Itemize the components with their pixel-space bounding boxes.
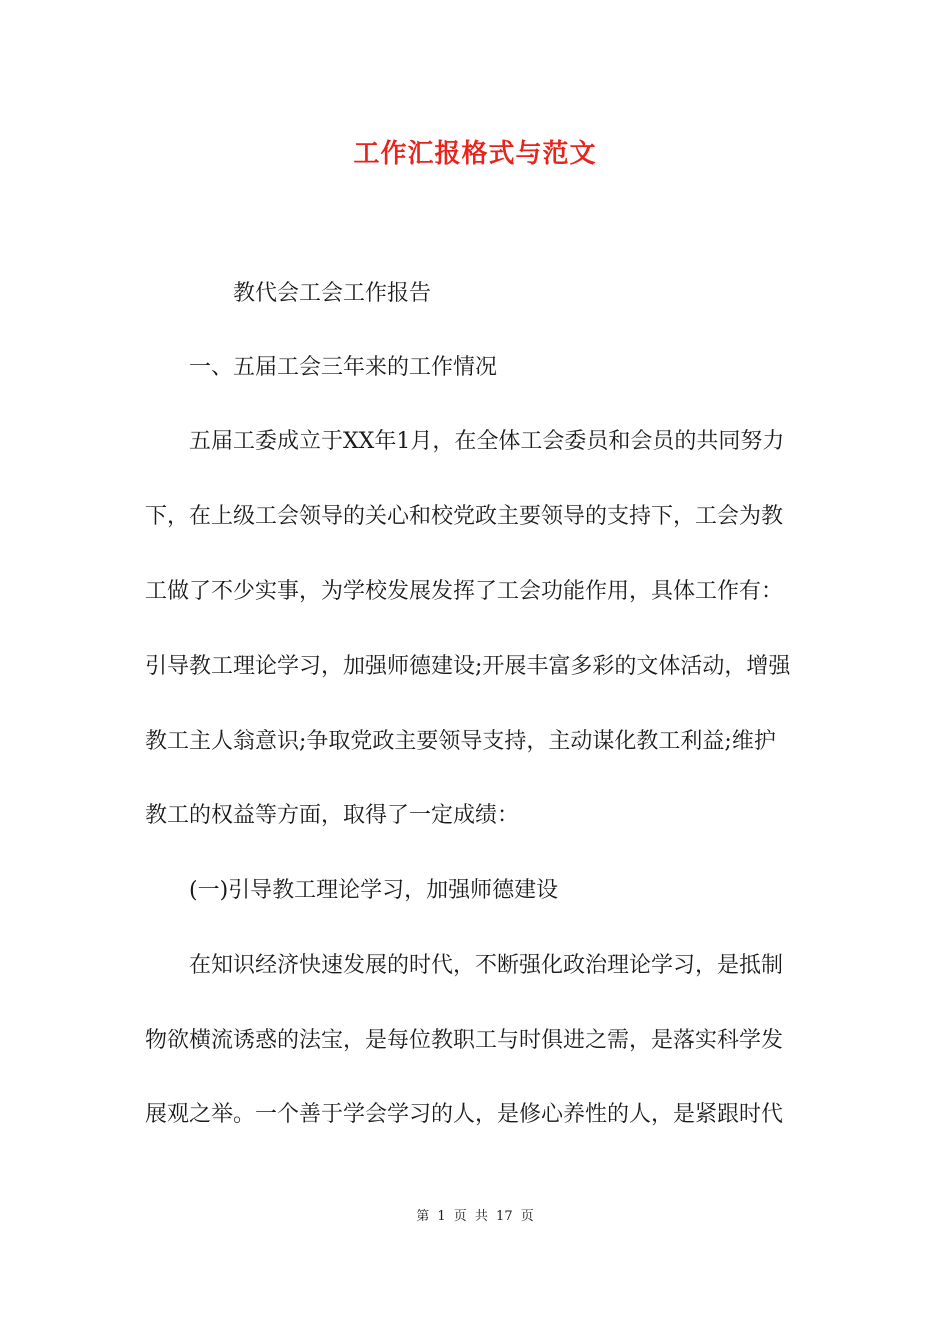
paragraph-line: 教工的权益等方面，取得了一定成绩：: [145, 803, 520, 828]
document-title: 工作汇报格式与范文: [353, 139, 597, 169]
paragraph-line: 展观之举。一个善于学会学习的人，是修心养性的人，是紧跟时代: [145, 1102, 784, 1127]
paragraph-line: 下，在上级工会领导的关心和校党政主要领导的支持下，工会为教: [145, 504, 784, 529]
paragraph-line: 工做了不少实事，为学校发展发挥了工会功能作用，具体工作有：: [145, 579, 784, 604]
paragraph-line: 物欲横流诱惑的法宝，是每位教职工与时俱进之需，是落实科学发: [145, 1028, 784, 1053]
paragraph-line: 五届工委成立于XX年1月，在全体工会委员和会员的共同努力: [189, 429, 785, 454]
page-number-footer: 第 1 页 共 17 页: [416, 1209, 534, 1224]
report-heading: 教代会工会工作报告: [233, 281, 432, 306]
subsection-heading-1: (一)引导教工理论学习，加强师德建设: [189, 878, 559, 903]
paragraph-line: 教工主人翁意识;争取党政主要领导支持，主动谋化教工利益;维护: [145, 729, 776, 754]
paragraph-line: 在知识经济快速发展的时代，不断强化政治理论学习，是抵制: [189, 953, 784, 978]
paragraph-line: 引导教工理论学习，加强师德建设;开展丰富多彩的文体活动，增强: [145, 654, 791, 679]
section-heading-1: 一、五届工会三年来的工作情况: [189, 355, 498, 380]
